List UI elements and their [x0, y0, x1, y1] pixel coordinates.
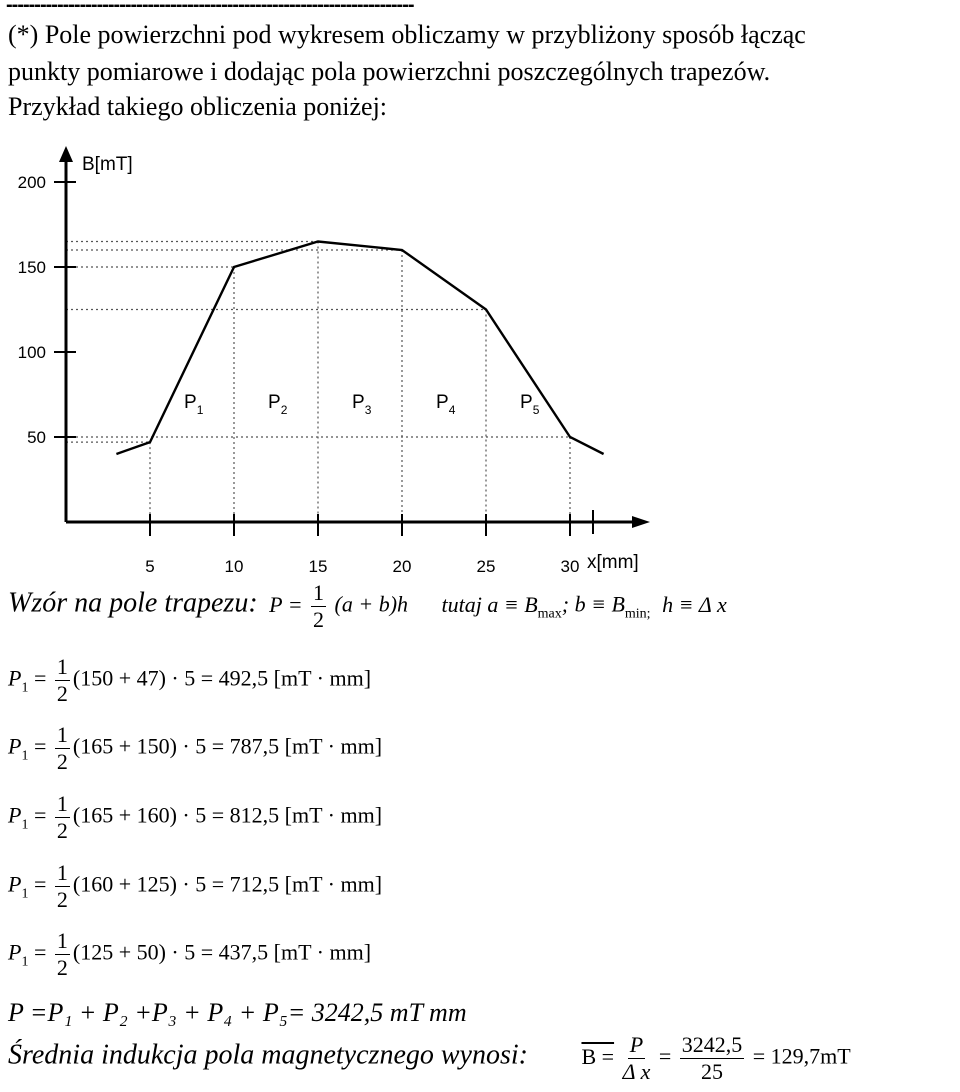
calc-num: 1	[56, 722, 68, 747]
y-axis-label: B[mT]	[82, 154, 133, 175]
x-axis-arrow	[632, 516, 650, 528]
formula-den: 2	[313, 607, 325, 632]
calc-num: 1	[56, 928, 68, 953]
calc-den: 2	[56, 749, 68, 774]
formula-label: Wzór na pole trapezu:	[8, 587, 258, 619]
calc-lhs-sub: 1	[21, 748, 29, 764]
calc-fraction	[55, 724, 70, 773]
region-label-sub: 3	[364, 403, 372, 417]
region-label-sub: 5	[532, 403, 540, 417]
calc-den: 2	[56, 681, 68, 706]
trapezoid-formula	[8, 582, 727, 631]
induction-curve	[116, 242, 603, 455]
region-label: $P_5$	[520, 392, 540, 417]
average-frac-2-num: 3242,5	[681, 1032, 743, 1057]
induction-chart	[0, 140, 700, 580]
calc-lhs: P	[8, 871, 22, 897]
y-axis-arrow	[59, 146, 73, 162]
region-label-sub: 4	[448, 403, 456, 417]
formula-where-end: h ≡ Δ x	[662, 591, 727, 617]
calc-body: (165 + 150) · 5 = 787,5 [mT · mm]	[72, 733, 383, 759]
calculation-row	[8, 930, 371, 979]
calc-eq: =	[33, 802, 47, 828]
calc-lhs-sub: 1	[21, 954, 29, 970]
formula-where-sub-min: min;	[624, 606, 651, 622]
x-axis-label: x[mm]	[587, 552, 639, 573]
chart-axes	[59, 146, 650, 573]
formula-lhs: P =	[269, 591, 303, 617]
x-tick-label: 25	[476, 557, 496, 576]
y-tick-label: 150	[17, 258, 46, 277]
calc-lhs: P	[8, 665, 22, 691]
average-frac-2-den: 25	[701, 1059, 724, 1084]
calc-body: (160 + 125) · 5 = 712,5 [mT · mm]	[72, 871, 383, 897]
x-tick-label: 10	[224, 557, 244, 576]
chart-ticks	[18, 173, 580, 576]
x-tick-label: 30	[560, 557, 580, 576]
average-frac-1-den: Δ x	[622, 1059, 651, 1084]
separator-line: ------------------------------------------------------------------------	[6, 0, 414, 16]
calc-num: 1	[56, 654, 68, 679]
calc-eq: =	[33, 665, 47, 691]
y-tick-label: 50	[27, 428, 46, 447]
calc-lhs-sub: 1	[21, 886, 29, 902]
average-label: Średnia indukcja pola magnetycznego wynosi:	[8, 1039, 528, 1071]
average-frac-1-num: P	[629, 1032, 644, 1057]
average-lhs-text: B =	[581, 1043, 615, 1069]
calc-den: 2	[56, 818, 68, 843]
calc-lhs-sub: 1	[21, 680, 29, 696]
region-label-sub: 1	[196, 403, 204, 417]
calc-fraction	[55, 930, 70, 979]
calculation-row	[8, 724, 382, 773]
y-tick-label: 100	[17, 343, 46, 362]
average-frac-1	[623, 1034, 651, 1083]
region-label: $P_2$	[268, 392, 288, 417]
formula-body: (a + b)h	[334, 591, 409, 617]
calc-fraction	[55, 862, 70, 911]
calc-num: 1	[56, 791, 68, 816]
intro-line-1: (*) Pole powierzchni pod wykresem obliczamy w przybliżony sposób łącząc	[8, 20, 806, 49]
average-eq: =	[658, 1043, 672, 1069]
average-lhs	[581, 1044, 614, 1069]
calc-eq: =	[33, 871, 47, 897]
formula-num: 1	[313, 580, 325, 605]
calc-lhs: P	[8, 802, 22, 828]
calc-lhs-sub: 1	[21, 817, 29, 833]
calc-lhs: P	[8, 939, 22, 965]
calc-lhs: P	[8, 733, 22, 759]
region-label: $P_1$	[184, 392, 204, 417]
average-frac-2	[680, 1034, 745, 1083]
calc-eq: =	[33, 733, 47, 759]
calc-den: 2	[56, 887, 68, 912]
intro-line-2: punkty pomiarowe i dodając pola powierzchni poszczególnych trapezów.	[8, 57, 771, 86]
x-tick-label: 20	[392, 557, 412, 576]
calc-den: 2	[56, 955, 68, 980]
calc-body: (150 + 47) · 5 = 492,5 [mT · mm]	[72, 665, 372, 691]
sum-line: P =P₁ + P₂ +P₃ + P₄ + P₅= 3242,5 mT mm	[8, 998, 467, 1027]
calc-body: (165 + 160) · 5 = 812,5 [mT · mm]	[72, 802, 383, 828]
chart-gridlines	[66, 242, 570, 523]
calculation-row	[8, 862, 382, 911]
x-tick-label: 5	[145, 557, 155, 576]
chart-series	[116, 242, 603, 455]
intro-line-3: Przykład takiego obliczenia poniżej:	[8, 92, 388, 121]
region-label-sub: 2	[280, 403, 288, 417]
calc-fraction	[55, 656, 70, 705]
formula-where-sub-max: max	[537, 606, 562, 622]
y-tick-label: 200	[17, 173, 46, 192]
region-label: $P_3$	[352, 392, 372, 417]
region-label: $P_4$	[436, 392, 456, 417]
average-result: = 129,7mT	[752, 1043, 851, 1069]
calculation-row	[8, 793, 382, 842]
x-tick-label: 15	[308, 557, 328, 576]
calc-eq: =	[33, 939, 47, 965]
calculation-row	[8, 656, 371, 705]
calc-num: 1	[56, 860, 68, 885]
formula-where-mid: ; b ≡ B	[561, 591, 625, 617]
formula-where: tutaj a ≡ B	[441, 591, 538, 617]
average-line	[8, 1034, 851, 1083]
calc-fraction	[55, 793, 70, 842]
formula-fraction	[311, 582, 326, 631]
calc-body: (125 + 50) · 5 = 437,5 [mT · mm]	[72, 939, 372, 965]
